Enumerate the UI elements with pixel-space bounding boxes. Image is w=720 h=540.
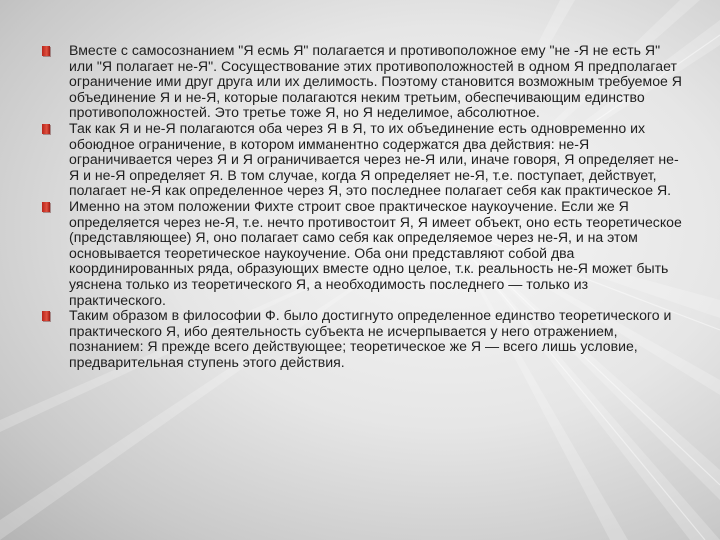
paragraph-text: Именно на этом положении Фихте строит свое практическое наукоучение. Если же Я определяется через не-Я, т.е. нечто противостоит Я, Я имеет объект, оно есть теоретическое (представляющее) Я, оно полагает само себя как определяемое через не-Я, и на этом основывается теоретическое наукоучение. Оба они представляют собой два координированных ряда, образующих вместе одно целое, т.к. реальность не-Я может быть уяснена только из теоретического Я, а необходимость последнего — только из практического. <box>69 197 682 308</box>
paragraph-2 <box>42 121 682 199</box>
paragraph-4 <box>42 308 682 370</box>
paragraph-1 <box>42 43 682 121</box>
paragraph-text: Вместе с самосознанием "Я есмь Я" полагается и противоположное ему "не -Я не есть Я" или "Я полагает не-Я". Сосуществование этих противоположностей в одном Я предполагает ограничение ими друг друга или их делимость. Поэтому становится возможным требуемое Я объединение Я и не-Я, которые полагаются неким третьим, обеспечивающим единство противоположностей. Это третье тоже Я, но Я неделимое, абсолютное. <box>69 42 682 121</box>
red-square-bullet-icon <box>42 46 50 56</box>
paragraph-text: Таким образом в философии Ф. было достигнуто определенное единство теоретического и практического Я, ибо деятельность субъекта не исчерпывается у него отражением, познанием: Я прежде всего действующее; теоретическое же Я — всего лишь условие, предварительная ступень этого действия. <box>69 307 672 370</box>
paragraph-text: Так как Я и не-Я полагаются оба через Я в Я, то их объединение есть одновременно их обоюдное ограничение, в котором имманентно содержатся два действия: не-Я ограничивается через Я и Я ограничивается через не-Я или, иначе говоря, Я определяет не-Я и не-Я определяет Я. В том случае, когда Я определяет не-Я, т.е. поступает, действует, полагает не-Я как определенное через Я, это последнее полагает себя как практическое Я. <box>69 119 679 199</box>
content-text-block <box>42 43 682 370</box>
red-square-bullet-icon <box>42 124 50 134</box>
paragraph-3 <box>42 199 682 308</box>
red-square-bullet-icon <box>42 311 50 321</box>
red-square-bullet-icon <box>42 202 50 212</box>
